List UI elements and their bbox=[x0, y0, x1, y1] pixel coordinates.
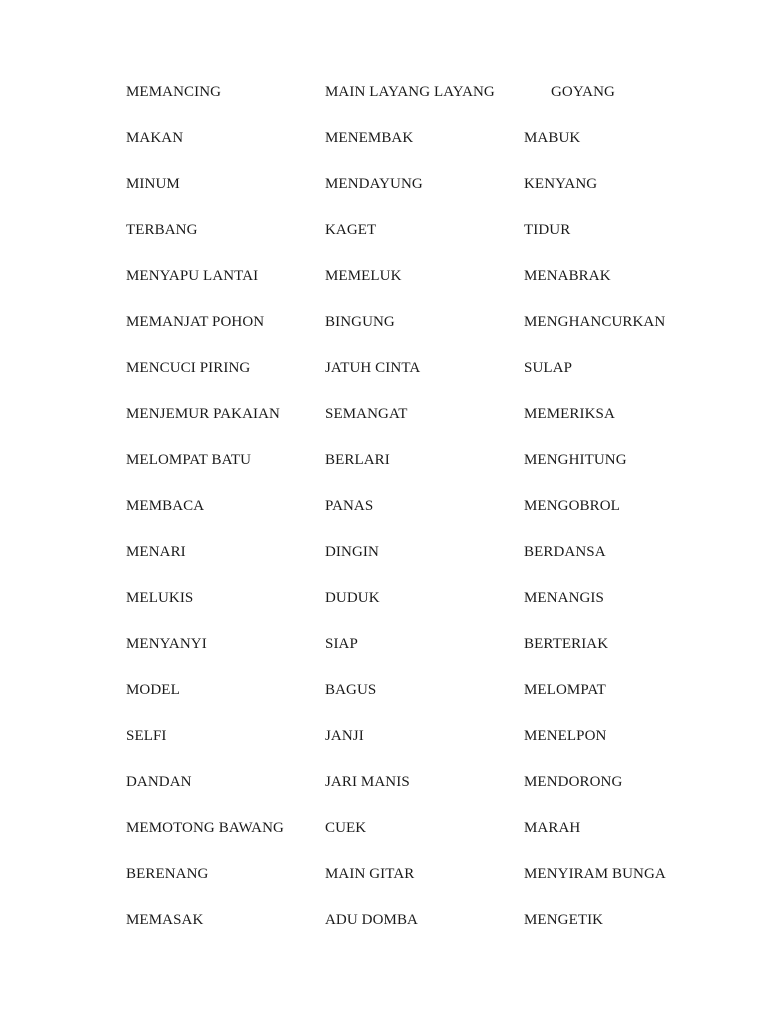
word-cell: MAKAN bbox=[126, 130, 184, 146]
word-cell: MENYANYI bbox=[126, 636, 207, 652]
word-cell: KAGET bbox=[325, 222, 377, 238]
word-cell: MENYAPU LANTAI bbox=[126, 268, 259, 284]
word-cell: MODEL bbox=[126, 682, 180, 698]
word-cell: PANAS bbox=[325, 498, 374, 514]
word-cell: DANDAN bbox=[126, 774, 192, 790]
word-cell: MELOMPAT bbox=[524, 682, 606, 698]
word-cell: MAIN GITAR bbox=[325, 866, 415, 882]
word-cell: MENGOBROL bbox=[524, 498, 620, 514]
word-cell: SIAP bbox=[325, 636, 358, 652]
word-row bbox=[126, 174, 716, 220]
word-row bbox=[126, 726, 716, 772]
word-cell: BERENANG bbox=[126, 866, 209, 882]
word-cell: DINGIN bbox=[325, 544, 379, 560]
word-cell: MENDORONG bbox=[524, 774, 623, 790]
word-cell: TERBANG bbox=[126, 222, 198, 238]
word-row bbox=[126, 864, 716, 910]
word-cell: MINUM bbox=[126, 176, 180, 192]
word-cell: MAIN LAYANG LAYANG bbox=[325, 84, 495, 100]
word-cell: MENEMBAK bbox=[325, 130, 414, 146]
word-cell: BERDANSA bbox=[524, 544, 606, 560]
word-cell: SEMANGAT bbox=[325, 406, 408, 422]
word-cell: MENCUCI PIRING bbox=[126, 360, 251, 376]
word-cell: MABUK bbox=[524, 130, 581, 146]
word-cell: MEMERIKSA bbox=[524, 406, 615, 422]
word-cell: MARAH bbox=[524, 820, 581, 836]
word-list-table bbox=[126, 82, 716, 956]
word-row bbox=[126, 358, 716, 404]
word-cell: MENDAYUNG bbox=[325, 176, 423, 192]
word-cell: MEMELUK bbox=[325, 268, 402, 284]
word-row bbox=[126, 450, 716, 496]
word-row bbox=[126, 680, 716, 726]
word-cell: DUDUK bbox=[325, 590, 380, 606]
word-row bbox=[126, 266, 716, 312]
word-row bbox=[126, 404, 716, 450]
word-row bbox=[126, 128, 716, 174]
word-cell: MENABRAK bbox=[524, 268, 611, 284]
word-cell: BAGUS bbox=[325, 682, 377, 698]
word-cell: MEMANJAT POHON bbox=[126, 314, 265, 330]
word-cell: JARI MANIS bbox=[325, 774, 410, 790]
word-cell: TIDUR bbox=[524, 222, 571, 238]
word-cell: ADU DOMBA bbox=[325, 912, 418, 928]
word-row bbox=[126, 82, 716, 128]
word-cell: MENGHANCURKAN bbox=[524, 314, 666, 330]
word-cell: MEMANCING bbox=[126, 84, 222, 100]
word-cell: MEMOTONG BAWANG bbox=[126, 820, 284, 836]
word-cell: GOYANG bbox=[551, 84, 615, 100]
word-cell: MEMASAK bbox=[126, 912, 204, 928]
word-cell: MENELPON bbox=[524, 728, 607, 744]
word-cell: KENYANG bbox=[524, 176, 598, 192]
word-cell: MENJEMUR PAKAIAN bbox=[126, 406, 280, 422]
word-cell: JATUH CINTA bbox=[325, 360, 421, 376]
word-cell: MEMBACA bbox=[126, 498, 205, 514]
word-cell: BERLARI bbox=[325, 452, 390, 468]
word-row bbox=[126, 588, 716, 634]
word-cell: CUEK bbox=[325, 820, 367, 836]
word-cell: MENANGIS bbox=[524, 590, 604, 606]
word-row bbox=[126, 542, 716, 588]
word-cell: MENARI bbox=[126, 544, 186, 560]
word-row bbox=[126, 818, 716, 864]
word-cell: MENGETIK bbox=[524, 912, 604, 928]
word-cell: BERTERIAK bbox=[524, 636, 609, 652]
word-cell: MELOMPAT BATU bbox=[126, 452, 252, 468]
word-cell: MENGHITUNG bbox=[524, 452, 627, 468]
word-row bbox=[126, 772, 716, 818]
word-cell: MELUKIS bbox=[126, 590, 194, 606]
word-row bbox=[126, 496, 716, 542]
word-cell: SELFI bbox=[126, 728, 167, 744]
word-cell: BINGUNG bbox=[325, 314, 395, 330]
word-cell: MENYIRAM BUNGA bbox=[524, 866, 666, 882]
word-cell: SULAP bbox=[524, 360, 573, 376]
word-row bbox=[126, 220, 716, 266]
word-cell: JANJI bbox=[325, 728, 364, 744]
word-row bbox=[126, 634, 716, 680]
word-row bbox=[126, 312, 716, 358]
word-row bbox=[126, 910, 716, 956]
